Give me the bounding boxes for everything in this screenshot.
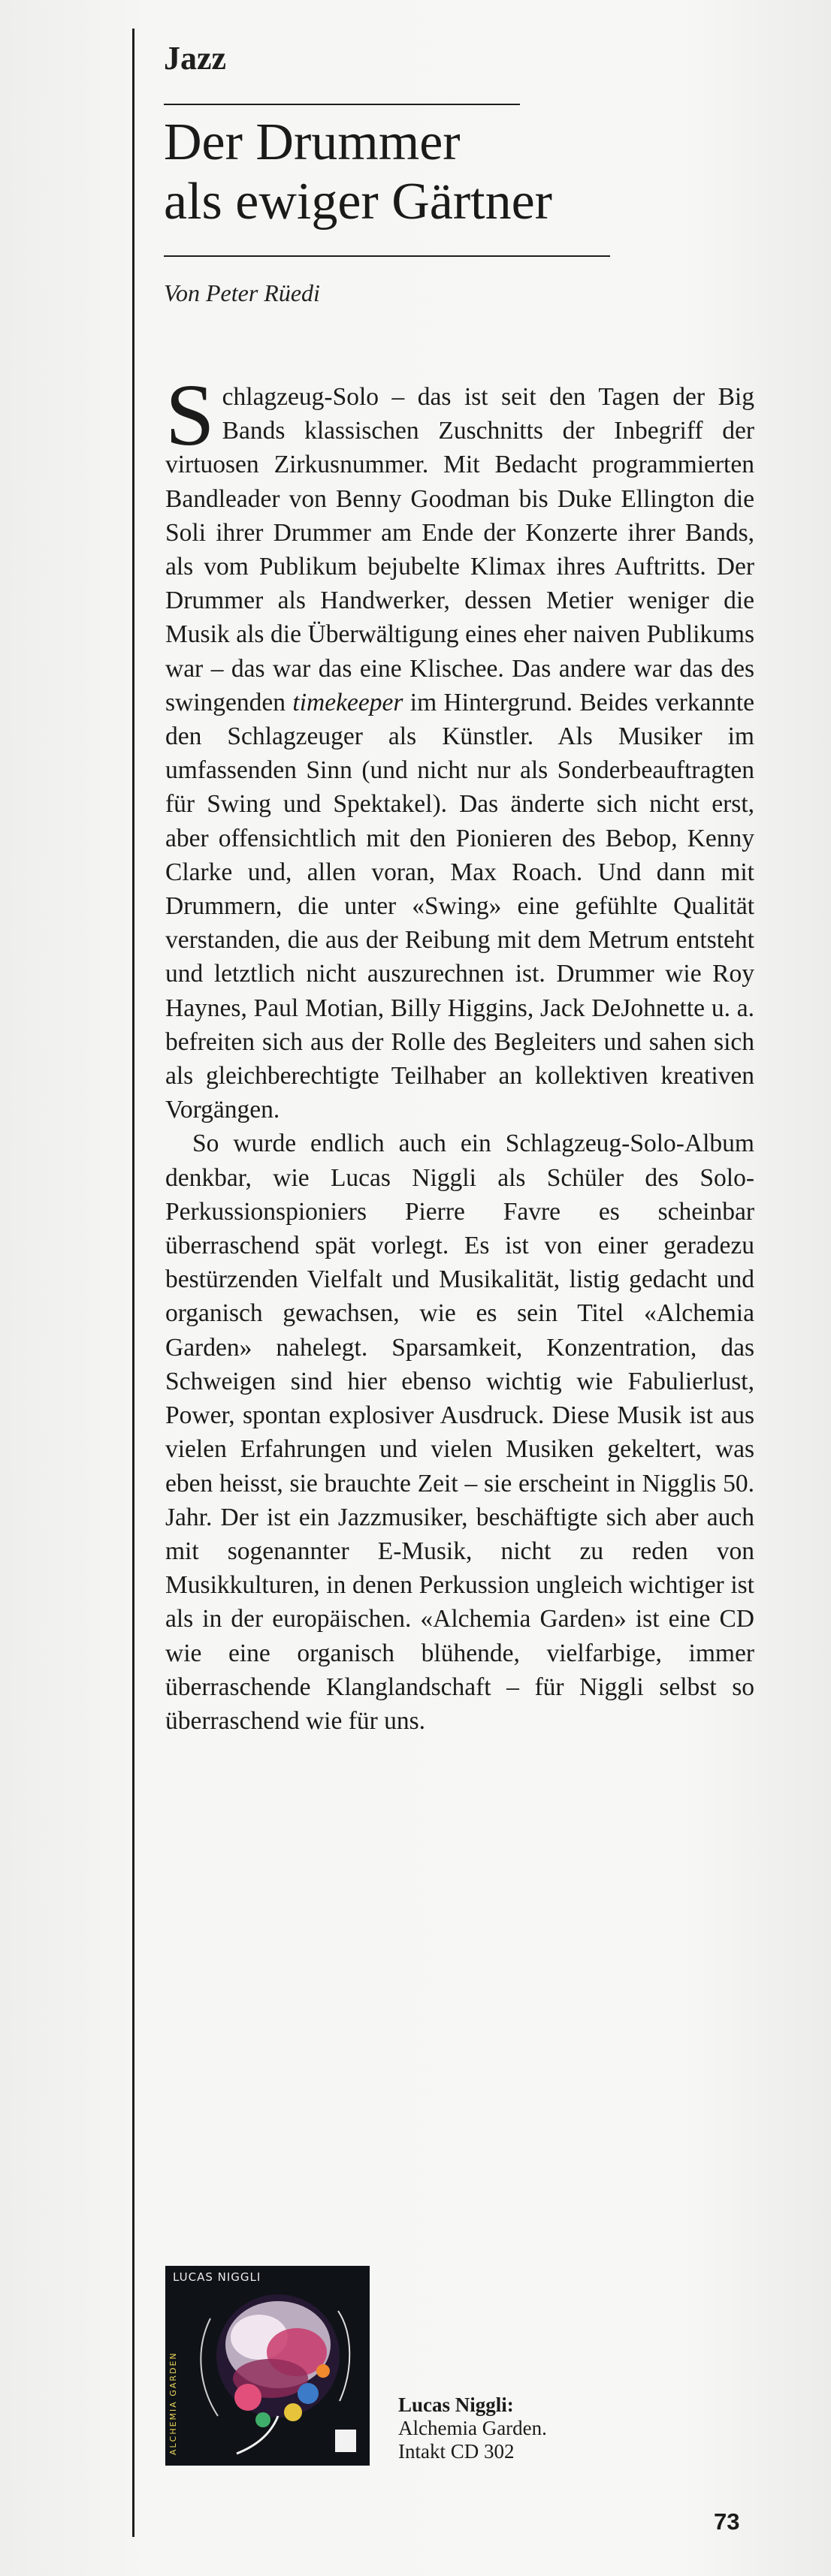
headline-underline [164, 255, 610, 257]
headline-line-2: als ewiger Gärtner [164, 173, 552, 231]
caption-album: Alchemia Garden. [398, 2417, 547, 2439]
article-paragraph-1 [165, 366, 755, 1127]
album-cover-artist: LUCAS NIGGLI [173, 2270, 261, 2284]
caption-artist: Lucas Niggli: [398, 2394, 514, 2416]
page-number: 73 [714, 2508, 740, 2535]
paragraph-1-end: im Hintergrund. Beides verkannte den Schlagzeuger als Künstler. Als Musiker im umfassenden Sinn (und nicht nur als Sonderbeauftragten für Swing und Spektakel). Das änderte sich nicht erst, aber offensichtlich mit den Pionieren des Bebop, Kenny Clarke und, allen voran, Max Roach. Und dann mit Drummern, die unter «Swing» eine gefühlte Qualität verstanden, die aus der Reibung mit dem Metrum entsteht und letztlich nicht auszurechnen ist. Drummer wie Roy Haynes, Paul Motian, Billy Higgins, Jack DeJohnette u. a. befreiten sich aus der Rolle des Begleiters und sahen sich als gleichberechtigte Teilhaber an kollektiven kreativen Vorgängen. [165, 688, 755, 1124]
album-cover-image [165, 2266, 370, 2466]
paragraph-1-italic: timekeeper [292, 688, 403, 716]
headline-line-1: Der Drummer [164, 113, 461, 171]
headline [164, 113, 690, 231]
paragraph-1-text: chlagzeug-Solo – das ist seit den Tagen der Big Bands klassischen Zuschnitts der Inbegriff der virtuosen Zirkusnummer. Mit Bedacht programmierten Bandleader von Benny Goodman bis Duke Ellington die Soli ihrer Drummer am Ende der Konzerte ihrer Bands, als vom Publikum bejubelte Klimax ihres Auftritts. Der Drummer als Handwerker, dessen Metier weniger die Musik als die Überwältigung eines eher naiven Publikums war – das war das eine Klischee. Das andere war das des swingenden [165, 383, 754, 716]
section-underline [164, 104, 520, 105]
drop-cap: S [165, 366, 215, 464]
section-label: Jazz [164, 40, 227, 77]
article-paragraph-2: So wurde endlich auch ein Schlagzeug-Solo-Album denkbar, wie Lucas Niggli als Schüler des Solo-Perkussionspioniers Pierre Favre es scheinbar überraschend spät vorlegt. Es ist von einer geradezu bestürzenden Vielfalt und Musikalität, listig gedacht und organisch gewachsen, wie es sein Titel «Alchemia Garden» nahelegt. Sparsamkeit, Konzentration, das Schweigen sind hier ebenso wichtig wie Fabulierlust, Power, spontan explosiver Ausdruck. Diese Musik ist aus vielen Erfahrungen und vielen Musiken gekeltert, was eben heisst, sie brauchte Zeit – sie erscheint in Nigglis 50. Jahr. Der ist ein Jazzmusiker, beschäftigte sich aber auch mit sogenannter E-Musik, nicht zu reden von Musikkulturen, in denen Perkussion ungleich wichtiger ist als in der europäischen. «Alchemia Garden» ist eine CD wie eine organisch blühende, vielfarbige, immer überraschende Klanglandschaft – für Niggli selbst so überraschend wie für uns. [165, 1130, 754, 1735]
album-caption [398, 2394, 547, 2463]
album-cover-title: ALCHEMIA GARDEN [168, 2351, 178, 2455]
article-body [165, 366, 755, 1738]
byline: Von Peter Rüedi [164, 279, 320, 306]
caption-label: Intakt CD 302 [398, 2440, 515, 2463]
album-cover-artwork [165, 2266, 370, 2466]
left-column-rule [132, 29, 134, 2537]
